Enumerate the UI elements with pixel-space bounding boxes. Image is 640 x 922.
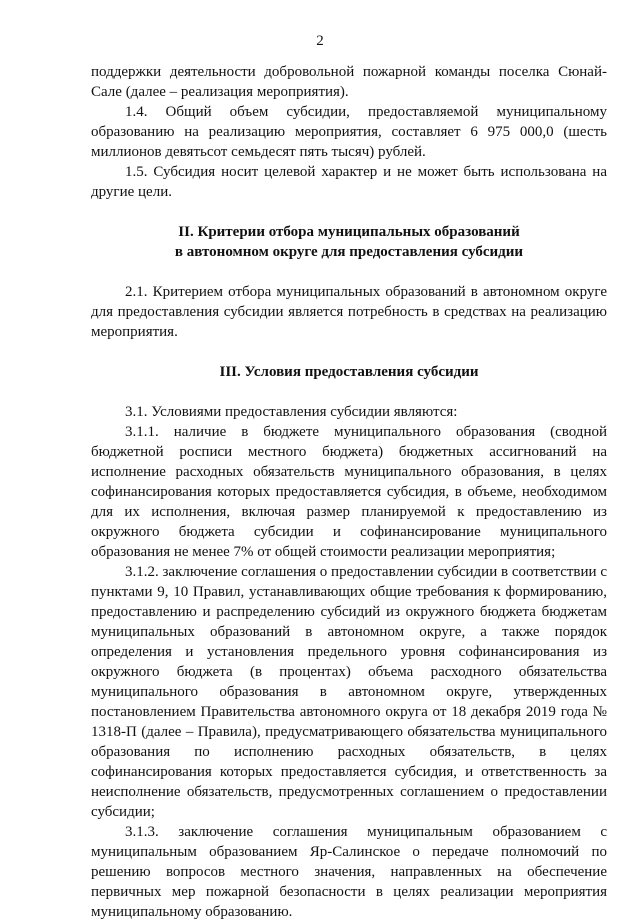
page-number: 2 bbox=[316, 33, 324, 49]
paragraph-continuation: поддержки деятельности добровольной пожарной команды поселка Сюнай-Сале (далее – реализация мероприятия). bbox=[91, 64, 607, 100]
paragraph-1-4: 1.4. Общий объем субсидии, предоставляемой муниципальному образованию на реализацию мероприятия, составляет 6 975 000,0 (шесть миллионов девятьсот семьдесят пять тысяч) рублей. bbox=[91, 104, 607, 160]
document-body bbox=[91, 62, 607, 922]
paragraph-3-1-2: 3.1.2. заключение соглашения о предоставлении субсидии в соответствии с пунктами 9, 10 Правил, устанавливающих общие требования к формированию, предоставлению и распределению субсидий из окружного бюджета бюджетам муниципальных образований в автономном округе, а также порядок определения и установления предельного уровня софинансирования из окружного бюджета (в процентах) объема расходного обязательства муниципального образования в автономном округе, утвержденных постановлением Правительства автономного округа от 18 декабря 2019 года № 1318-П (далее – Правила), предусматривающего обязательства муниципального образования по исполнению расходных обязательств, в целях софинансирования которых предоставляется субсидия, и ответственность за неисполнение обязательств, предусмотренных соглашением о предоставлении субсидии; bbox=[91, 564, 607, 820]
section-heading-2-line-1: II. Критерии отбора муниципальных образований bbox=[178, 224, 520, 240]
section-heading-3: III. Условия предоставления субсидии bbox=[219, 364, 479, 380]
section-heading-2-line-2: в автономном округе для предоставления субсидии bbox=[174, 244, 524, 260]
paragraph-3-1-3: 3.1.3. заключение соглашения муниципальным образованием с муниципальным образованием Яр-Салинское о передаче полномочий по решению вопросов местного значения, направленных на обеспечение первичных мер пожарной безопасности в целях реализации мероприятия муниципальному образованию. bbox=[91, 824, 607, 920]
paragraph-2-1: 2.1. Критерием отбора муниципальных образований в автономном округе для предоставления субсидии является потребность в средствах на реализацию мероприятия. bbox=[91, 284, 607, 340]
paragraph-3-1: 3.1. Условиями предоставления субсидии являются: bbox=[125, 404, 458, 420]
paragraph-3-1-1: 3.1.1. наличие в бюджете муниципального образования (сводной бюджетной росписи местного бюджета) бюджетных ассигнований на исполнение расходных обязательств муниципального образования, в целях софинансирования которых предоставляется субсидия, в объеме, необходимом для их исполнения, включая размер планируемой к предоставлению из окружного бюджета субсидии и софинансирование муниципального образования не менее 7% от общей стоимости реализации мероприятия; bbox=[91, 424, 607, 560]
paragraph-1-5: 1.5. Субсидия носит целевой характер и не может быть использована на другие цели. bbox=[91, 164, 607, 200]
